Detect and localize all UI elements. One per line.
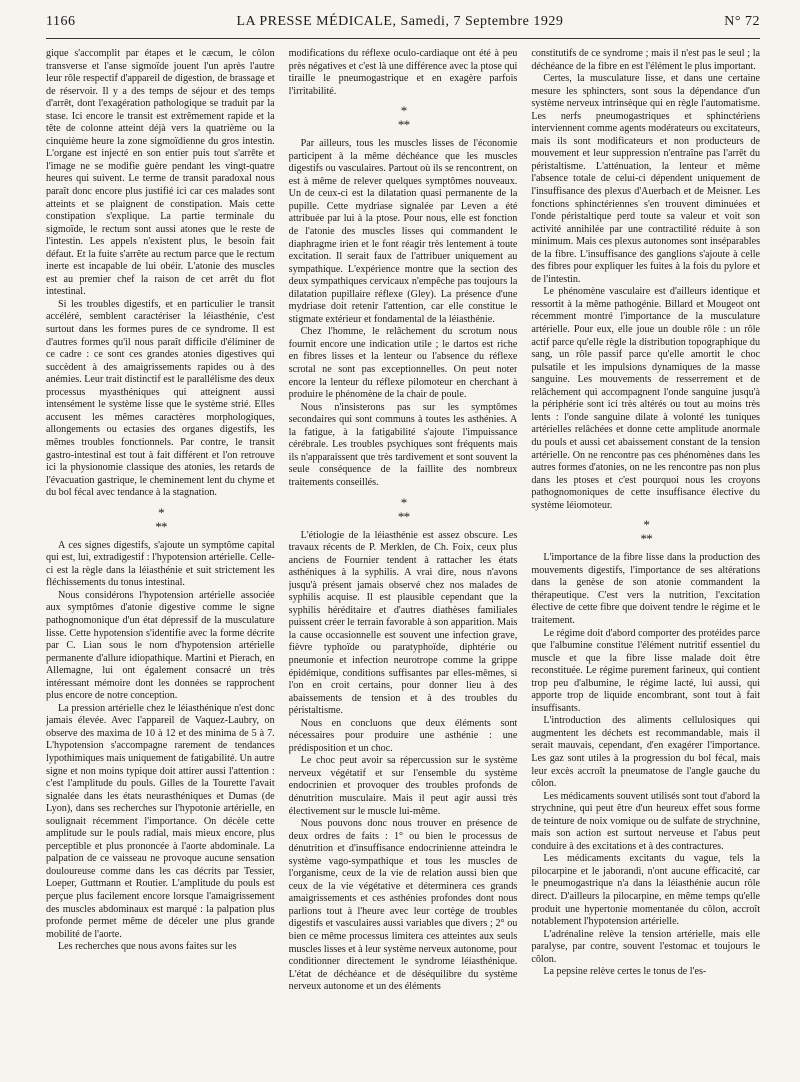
header-rule <box>46 38 760 39</box>
paragraph: L'étiologie de la léiasthénie est assez obscure. Les travaux récents de P. Merklen, de Ch. Foix, ceux plus anciens de Fournier tendent à rattacher les états asthéniques à la syphilis. A vrai dire, nous n'avons jusqu'à présent jamais observé chez nos malades de syphilis acquise. Il est plausible cependant que la syphilis héréditaire et d'autres diathèses familiales puissent créer le terrain favorable à son apparition. Mais la cause occasionnelle est souvent une infection grave, fièvre typhoïde ou paratyphoïde, diphtérie ou pneumonie et infection neurotrope comme la grippe épidémique, conditions suffisantes par elles-mêmes, si l'on en croit certains, pour donner lieu à des abaissements de tension et à des troubles du péristaltisme. <box>288 529 518 717</box>
issue-number: N° 72 <box>724 14 760 29</box>
paragraph: Chez l'homme, le relâchement du scrotum nous fournit encore une indication utile ; le dartos est riche en fibres lisses et la lenteur ou l'absence du réflexe scrotal ne sont pas exceptionnelles. On peut noter encore la lenteur du réflexe pilomoteur en cherchant à produire le phénomène de la chair de poule. <box>288 326 518 401</box>
section-separator: * * * <box>397 103 409 133</box>
paragraph: La pression artérielle chez le léiasthénique n'est donc jamais élevée. Avec l'appareil de Vaquez-Laubry, on observe des maxima de 10 à 12 et des minima de 5 à 7. L'hypotension s'accompagne rarement de tendances lypothimiques mais uniquement de fatigabilité. Un autre signe et non moins typique doit attirer aussi l'attention : c'est l'amplitude du pouls. Gilles de la Tourette l'avait signalée dans les états neurasthéniques et Dumas (de Lyon), dans ses recherches sur l'hypotonie artérielle, en soulignait récemment l'importance. On décèle cette amplitude sur le pouls radial, mais mieux encore, plus perceptible et plus prononcée à l'aorte abdominale. La palpation de ce vaisseau ne provoque aucune sensation douloureuse comme dans les cas décrits par Tessier, Loeper, Guttmann et Routier. L'amplitude du pouls est perçue plus facilement encore lorsque l'amaigrissement des muscles abdominaux est marqué : la palpation plus profonde permet même de déceler une plus grande mobilité de l'aorte. <box>46 702 275 940</box>
paragraph: Le régime doit d'abord comporter des protéides parce que l'albumine constitue l'élément nutritif essentiel du muscle et que la fibre lisse malade doit être reconstituée. Le régime purement farineux, qui contient trop peu d'albumine, le régime lacté, lui aussi, qui apporte trop de liquide encombrant, sont tout à fait insuffisants. <box>531 627 761 714</box>
paragraph: Nous pouvons donc nous trouver en présence de deux ordres de faits : 1° ou bien le processus de dénutrition et d'insuffisance endocrinienne atteindra le système vago-sympathique et tous les muscles de l'organisme, ceux de la vie de relation aussi bien que ceux de la vie végétative et déterminera ces grands amaigrissements et ces asthénies profondes dont nous parlions tout à l'heure avec leur cortège de troubles digestifs et vasculaires aussi variables que divers ; 2° ou bien ce même processus limitera ces atteintes aux seuls muscles lisses et à leur système nerveux autonome, pour conditionner directement le syndrome léiasthénique. L'état de déchéance et de déséquilibre du système nerveux autonome et un des éléments <box>288 818 518 993</box>
paragraph: Les médicaments souvent utilisés sont tout d'abord la strychnine, qui peut être d'un heureux effet sous forme de teinture de noix vomique ou de sulfate de strychnine, mais son action est surtout nerveuse et l'abus peut conduire à des excitations et à des contractures. <box>531 790 761 852</box>
section-separator: * * * <box>640 517 651 547</box>
column-1 <box>46 48 275 1076</box>
article-body <box>46 48 760 1076</box>
column-3 <box>531 48 760 1076</box>
paragraph: Nous considérons l'hypotension artérielle associée aux symptômes d'atonie digestive comme le signe pathognomonique d'un état dépressif de la musculature lisse. Cette hypotension s'identifie avec la forme décrite par C. Lian sous le nom d'hypotension artérielle permanente d'allure idiopathique. Martini et Pierach, en Allemagne, lui ont également consacré un très intéressant mémoire dont les données se rapprochent plus encore de notre conception. <box>46 589 275 702</box>
paragraph: Par ailleurs, tous les muscles lisses de l'économie participent à la même déchéance que les muscles digestifs ou vasculaires. Partout où ils se rencontrent, on est à même de relever quelques symptômes nouveaux. Un de ceux-ci est la dilatation quasi permanente de la pupille. Cette mydriase signalée par Leven a été attribuée par lui à la ptose. Pour nous, elle est fonction de l'atonie des muscles lisses qui commandent le diaphragme irien et le font réagir très lentement à toute excitation. Il serait faux de l'attribuer uniquement au sympathique. L'expérience montre que la section des deux sympathiques cervicaux n'empêche pas toujours la dilatation pupillaire réflexe (Gley). La présence d'une mydriase doit retenir l'attention, car elle constitue le stigmate extérieur et fondamental de la léiasthénie. <box>288 138 518 325</box>
page-header <box>46 14 760 36</box>
column-2 <box>289 48 518 1076</box>
paragraph: Les médicaments excitants du vague, tels la pilocarpine et le jaborandi, n'ont aucune efficacité, car le pneumogastrique n'a dans la léiasthénie aucun rôle direct. D'ailleurs la pilocarpine, en même temps qu'elle produit une hypertonie momentanée du côlon, accroît notablement l'hypotension artérielle. <box>531 853 761 928</box>
page-number: 1166 <box>46 14 76 29</box>
paragraph: Nous en concluons que deux éléments sont nécessaires pour produire une asthénie : une prédisposition et un choc. <box>288 717 518 754</box>
journal-title: LA PRESSE MÉDICALE, Samedi, 7 Septembre 1929 <box>236 14 564 29</box>
paragraph: L'importance de la fibre lisse dans la production des mouvements digestifs, l'importance de ses altérations dans la genèse de son atonie commandent la thérapeutique. C'est vers la nutrition, l'excitation élective de cette fibre que doivent tendre le régime et le traitement. <box>531 552 761 626</box>
paragraph: L'introduction des aliments cellulosiques qui augmentent les déchets est recommandable, mais il serait mauvais, cependant, d'en exagérer l'importance. Les gaz sont utiles à la progression du bol fécal, mais leur excès accroît la pneumatose de l'angle gauche du côlon. <box>531 715 761 790</box>
paragraph: constitutifs de ce syndrome ; mais il n'est pas le seul ; la déchéance de la fibre en est l'élément le plus important. <box>531 48 761 72</box>
paragraph: modifications du réflexe oculo-cardiaque ont été à peu près négatives et c'est là une différence avec la ptose qui tiraille le pneumogastrique et en exagère parfois l'irritabilité. <box>288 48 518 97</box>
paragraph: A ces signes digestifs, s'ajoute un symptôme capital qui est, lui, extradigestif : l'hypotension artérielle. Celle-ci est la règle dans la léiasthénie et suit strictement les fléchissements du tonus intestinal. <box>46 539 275 589</box>
paragraph: Si les troubles digestifs, et en particulier le transit accéléré, semblent caractériser la léiasthénie, c'est surtout dans les formes pures de ce syndrome. Il est d'autres formes qu'il nous paraît difficile d'éliminer de ce cadre : ce sont ces grandes atonies digestives qui succèdent à des amaigrissements rapides ou à des anémies. Leur trait distinctif est le parallélisme des deux processus myasthéniques qui atteignent aussi intensément le système lisse que le système strié. Elles accusent les mêmes caractères morphologiques, allongements ou ectasies des organes digestifs, les mêmes troubles fonctionnels. Par contre, le transit gastro-intestinal est tout à fait différent et l'on retrouve ici la physionomie classique des atonies, les retards de l'évacuation gastrique, le cheminement lent du chyme et du bol fécal avec tendance à la stagnation. <box>46 298 275 499</box>
section-separator: * * * <box>397 494 409 524</box>
section-separator: * * * <box>155 504 166 534</box>
paragraph: Le choc peut avoir sa répercussion sur le système nerveux végétatif et sur l'ensemble du système endocrinien et provoquer des troubles profonds de dénutrition musculaire. Mais il peut agir aussi très électivement sur le muscle lui-même. <box>288 755 518 817</box>
paragraph: Nous n'insisterons pas sur les symptômes secondaires qui sont communs à toutes les asthénies. A la fatigue, à la fatigabilité s'ajoute l'impuissance cérébrale. Les troubles psychiques sont fréquents mais ils n'apparaissent que très tardivement et sont souvent la seule conséquence de la faillite des nombreux traitements conseillés. <box>288 401 518 488</box>
paragraph: L'adrénaline relève la tension artérielle, mais elle paralyse, par contre, souvent l'estomac et toujours le côlon. <box>531 928 761 965</box>
paragraph: Le phénomène vasculaire est d'ailleurs identique et ressortit à la même pathogénie. Billard et Mougeot ont récemment montré l'importance de la musculature artérielle. Pour eux, elle joue un double rôle : un rôle actif parce qu'elle règle la distribution topographique du sang, un rôle passif parce qu'elle amortit le choc pulsatile et les impulsions dynamiques de la masse sanguine. Les mouvements de resserrement et de relâchement qui accompagnent l'onde sanguine jusqu'à la périphérie sont ici très altérés ou tout au moins très lents : l'onde sanguine dilate à volonté les tuniques artérielles relâchées et donne cette amplitude anormale du pouls et aussi cet abaissement constant de la tension artérielle. On ne rencontre pas ces phénomènes dans les autres formes d'atonies, on ne les rencontre pas non plus dans les ptoses et c'est pourquoi nous les croyons pathognomoniques de cette insuffisance élective du système léiomoteur. <box>531 286 761 511</box>
paragraph: Les recherches que nous avons faites sur les <box>58 941 237 953</box>
paragraph: La pepsine relève certes le tonus de l'es- <box>543 966 707 978</box>
paragraph: gique s'accomplit par étapes et le cæcum, le côlon transverse et l'anse sigmoïde jouent l'un après l'autre leur rôle respectif d'appareil de digestion, de brassage et de réservoir. Il y a des temps de séjour et des temps d'arrêt, dont l'exagération pathologique se traduit par la stase. Ici encore le transit est extrêmement rapide et la tête de colonne atteint déjà vers la quatrième ou la cinquième heure la zone sigmoïdienne du gros intestin. L'organe est injecté en son entier puis tout s'arrête et l'image ne se modifie guère pendant les vingt-quatre heures qui suivent. Le terme de transit paradoxal nous paraît donc encore plus justifié ici car ces malades sont atteints et se plaignent de constipation. Mais cette constipation s'explique. La partie terminale du sigmoïde, le rectum sont aussi atones que le reste de l'intestin. Les appels n'existent plus, le besoin fait défaut. Et la fuite s'arrête au rectum parce que le rectum inerte est incapable de lui obéir. L'atonie des muscles est au premier chef la raison de cet arrêt du flot intestinal. <box>46 48 275 298</box>
paragraph: Certes, la musculature lisse, et dans une certaine mesure les sphincters, sont sous la dépendance d'un système nerveux intrinsèque qui en règle l'automatisme. Les nerfs pneumogastriques et sphinctériens interviennent comme agents modérateurs ou excitateurs, mais ils sont modificateurs et non producteurs de mouvement et leur suppression n'entraîne pas l'arrêt du péristaltisme. L'atténuation, la lenteur et même l'absence totale de celui-ci dépendent uniquement de l'insuffisance des plexus d'Auerbach et de Meisner. Les fonctions sphinctériennes s'en trouvent diminuées et l'onde péristaltique perd toute sa valeur et voit son activité annihilée par une contractilité réduite à son minimum. Mais ces plexus autonomes sont inséparables de la fibre. L'insuffisance des ganglions s'ajoute à celle des fibres pour expliquer les fuites à la fois du pylore et de l'intestin. <box>531 73 761 285</box>
